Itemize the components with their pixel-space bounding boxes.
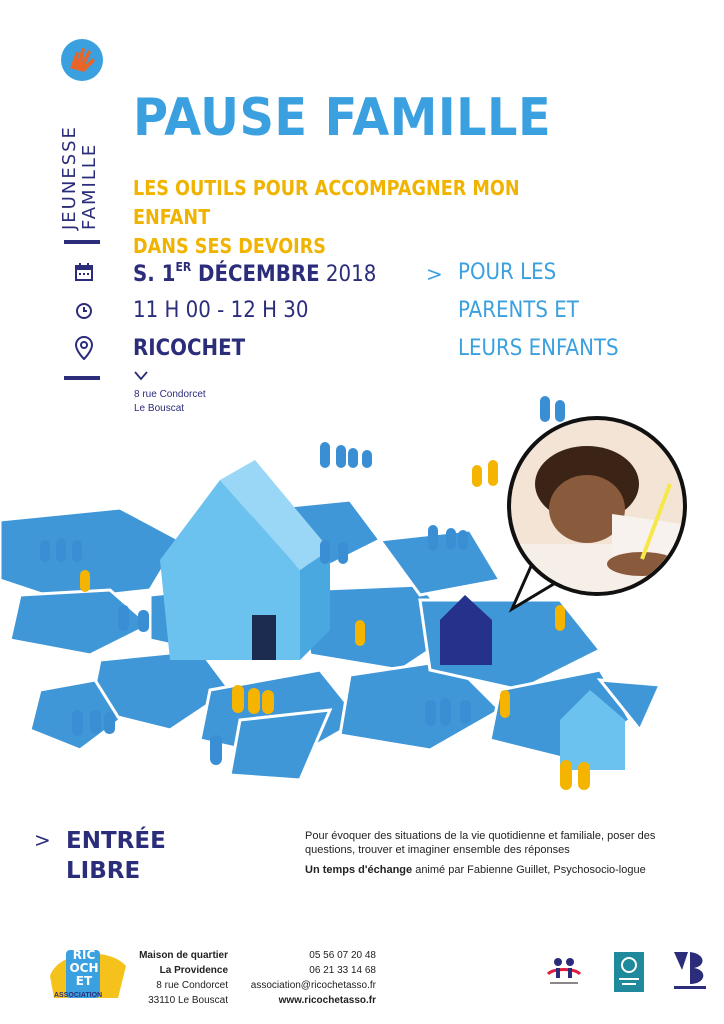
audience-line2: PARENTS ET bbox=[458, 298, 579, 323]
subtitle-line2: DANS SES DEVOIRS bbox=[133, 234, 326, 258]
contact-phone1: 05 56 07 20 48 bbox=[309, 950, 376, 961]
ricochet-logo bbox=[48, 946, 128, 1006]
logo-association: ASSOCIATION bbox=[54, 992, 103, 999]
footer-venue bbox=[132, 948, 228, 1008]
description-text: Pour évoquer des situations de la vie quotidienne et familiale, poser des questions, trouver et imaginer ensemble des réponses bbox=[305, 830, 656, 856]
date-year: 2018 bbox=[319, 262, 377, 287]
calendar-icon bbox=[74, 262, 94, 282]
description bbox=[305, 829, 685, 877]
partner-logo-family-icon bbox=[544, 952, 584, 988]
hand-logo-icon bbox=[60, 38, 104, 82]
child-photo-bubble bbox=[492, 414, 702, 614]
contact-website[interactable]: www.ricochetasso.fr bbox=[278, 995, 376, 1006]
date-suffix: ER bbox=[175, 260, 192, 274]
audience-arrow: > bbox=[426, 262, 443, 286]
footer-contact bbox=[236, 948, 376, 1008]
event-place bbox=[133, 336, 245, 361]
description-bold: Un temps d'échange bbox=[305, 864, 413, 876]
side-label-line2: FAMILLE bbox=[79, 142, 100, 230]
page-title: PAUSE FAMILLE bbox=[133, 88, 552, 148]
chevron-down-icon[interactable] bbox=[134, 371, 148, 381]
divider-bottom bbox=[64, 376, 100, 380]
venue-line1: Maison de quartier bbox=[139, 950, 228, 961]
description-rest: animé par Fabienne Guillet, Psychosocio-logue bbox=[412, 864, 646, 876]
venue-line3: 8 rue Condorcet bbox=[156, 980, 228, 991]
side-label-line1: JEUNESSE bbox=[59, 125, 80, 230]
address-line1: 8 rue Condorcet bbox=[134, 389, 206, 400]
logo-et: ET bbox=[75, 974, 93, 988]
entry-line1: ENTRÉE bbox=[66, 828, 166, 854]
subtitle-line1: LES OUTILS POUR ACCOMPAGNER MON ENFANT bbox=[133, 176, 520, 229]
entry-line2: LIBRE bbox=[66, 858, 141, 884]
partner-logo-le-bouscat-icon bbox=[672, 950, 708, 992]
logo-och: OCH bbox=[69, 961, 99, 975]
entry-arrow: > bbox=[34, 828, 51, 852]
contact-email[interactable]: association@ricochetasso.fr bbox=[250, 980, 376, 991]
event-time: 11 H 00 - 12 H 30 bbox=[133, 298, 309, 323]
date-month: DÉCEMBRE bbox=[191, 262, 320, 287]
partner-logo-caf-icon bbox=[614, 952, 644, 992]
event-date bbox=[133, 260, 376, 287]
paper-house-large bbox=[160, 460, 330, 660]
logo-ric: RIC bbox=[72, 948, 96, 962]
venue-line4: 33110 Le Bouscat bbox=[148, 995, 228, 1006]
address-line2: Le Bouscat bbox=[134, 403, 185, 414]
entry-free bbox=[66, 826, 166, 886]
venue-line2: La Providence bbox=[159, 965, 228, 976]
audience bbox=[458, 254, 619, 368]
clock-icon bbox=[75, 302, 93, 320]
location-pin-icon bbox=[75, 336, 93, 360]
audience-line3: LEURS ENFANTS bbox=[458, 336, 619, 361]
divider-top bbox=[64, 240, 100, 244]
date-day: S. 1 bbox=[133, 262, 176, 287]
subtitle bbox=[133, 174, 591, 261]
place-name: RICOCHET bbox=[133, 336, 246, 361]
contact-phone2: 06 21 33 14 68 bbox=[309, 965, 376, 976]
audience-line1: POUR LES bbox=[458, 260, 557, 285]
description-credit bbox=[305, 863, 685, 877]
side-label bbox=[60, 100, 104, 230]
